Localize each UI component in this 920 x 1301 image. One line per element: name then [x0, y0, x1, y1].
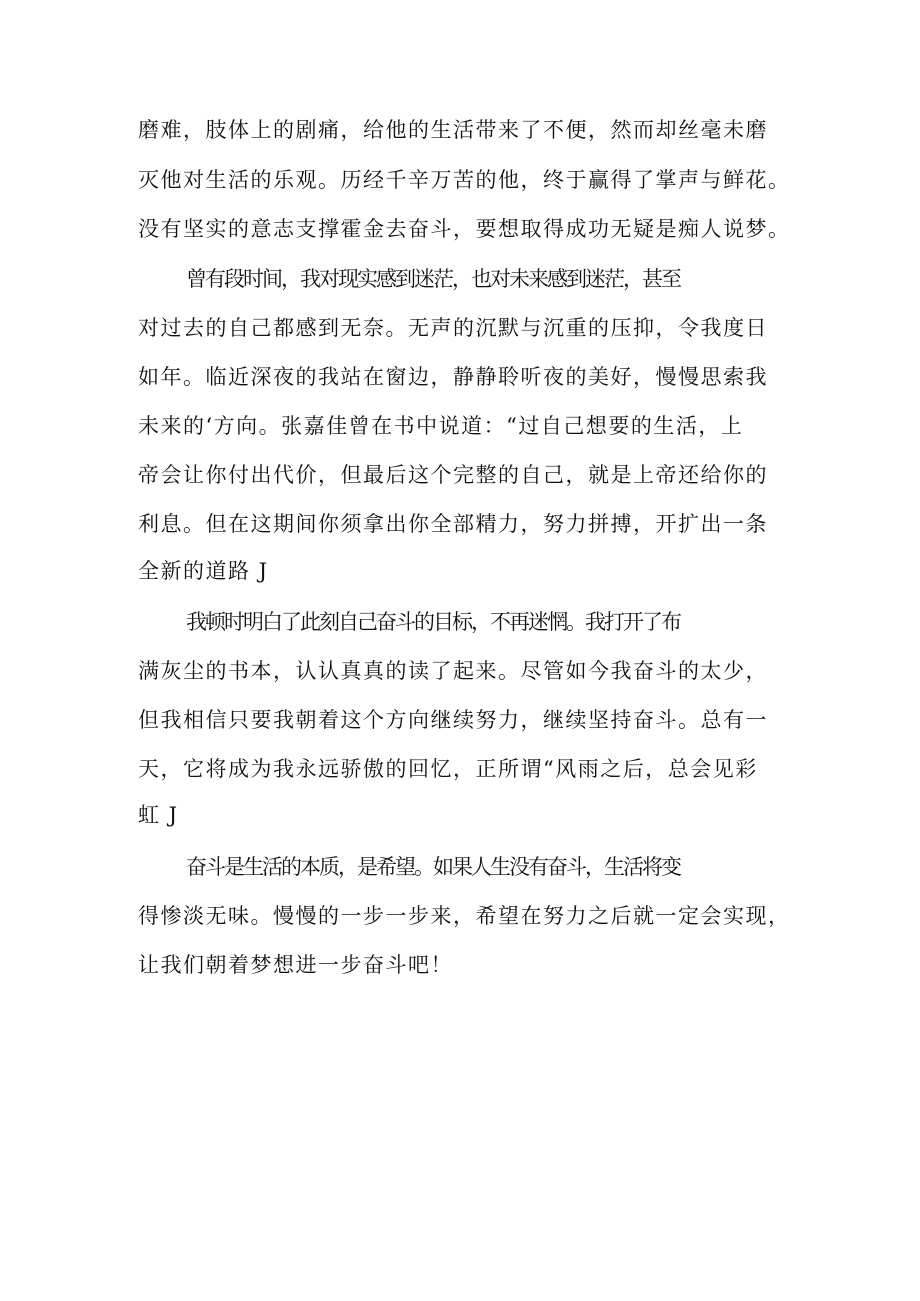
text-line: 但我相信只要我朝着这个方向继续努力，继续坚持奋斗。总有一 — [138, 708, 768, 732]
text-line: 得惨淡无味。慢慢的一步一步来，希望在努力之后就一定会实现， — [138, 904, 791, 928]
text-line: 让我们朝着梦想进一步奋斗吧！ — [138, 953, 453, 977]
text-line: 奋斗是生活的本质，是希望。如果人生没有奋斗，生活将变 — [186, 855, 680, 879]
text-line: 如年。临近深夜的我站在窗边，静静聆听夜的美好，慢慢思索我 — [138, 365, 768, 389]
text-line: 对过去的自己都感到无奈。无声的沉默与沉重的压抑，令我度日 — [138, 316, 768, 340]
text-line: 满灰尘的书本，认认真真的读了起来。尽管如今我奋斗的太少， — [138, 659, 768, 683]
text-line: 我顿时明白了此刻自己奋斗的目标，不再迷惘。我打开了布 — [186, 610, 680, 634]
text-line: 曾有段时间，我对现实感到迷茫，也对未来感到迷茫，甚至 — [186, 267, 680, 291]
text-line: 帝会让你付出代价，但最后这个完整的自己，就是上帝还给你的 — [138, 463, 768, 487]
text-line: 全新的道路 J — [138, 559, 269, 583]
text-line: 利息。但在这期间你须拿出你全部精力，努力拼搏，开扩出一条 — [138, 512, 768, 536]
text-line: 灭他对生活的乐观。历经千辛万苦的他，终于赢得了掌声与鲜花。 — [138, 168, 791, 192]
text-line: 没有坚实的意志支撑霍金去奋斗，要想取得成功无疑是痴人说梦。 — [138, 217, 791, 241]
text-line: 虹 J — [138, 803, 179, 827]
text-line: 磨难，肢体上的剧痛，给他的生活带来了不便，然而却丝毫未磨 — [138, 118, 768, 142]
text-line: 天，它将成为我永远骄傲的回忆，正所谓“风雨之后，总会见彩 — [138, 757, 758, 781]
text-line: 未来的‘方向。张嘉佳曾在书中说道：“过自己想要的生活，上 — [138, 414, 744, 438]
